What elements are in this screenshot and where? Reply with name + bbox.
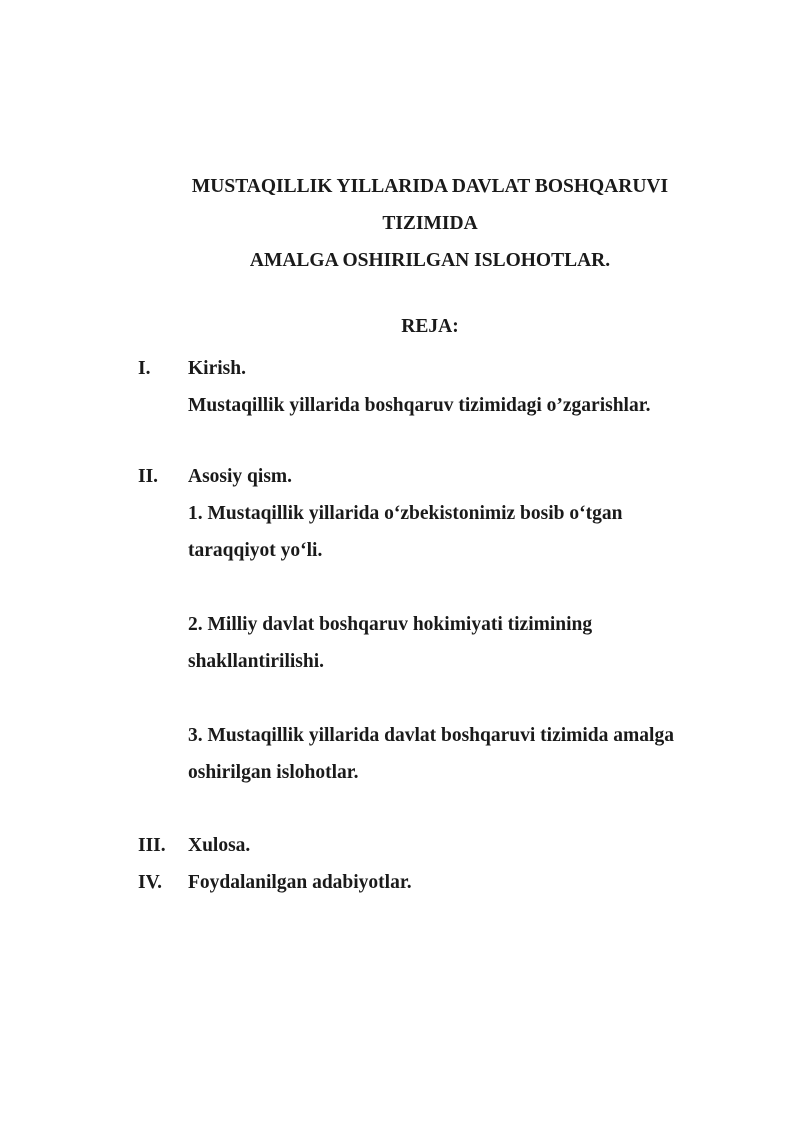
section-ii-item-1-line-2: taraqqiyot yo‘li. bbox=[188, 540, 323, 561]
section-iii-numeral: III. bbox=[138, 835, 166, 856]
section-ii-item-2 bbox=[188, 606, 748, 680]
section-ii-item-1 bbox=[188, 495, 748, 569]
section-ii-item-1-line-1: 1. Mustaqillik yillarida o‘zbekistonimiz bosib o‘tgan bbox=[188, 503, 623, 524]
section-ii-label: Asosiy qism. bbox=[188, 466, 293, 487]
plan-heading: REJA: bbox=[401, 316, 459, 337]
section-ii-item-3-line-2: oshirilgan islohotlar. bbox=[188, 762, 359, 783]
section-ii-item-3-line-1: 3. Mustaqillik yillarida davlat boshqaruvi tizimida amalga bbox=[188, 725, 674, 746]
section-ii-item-2-line-2: shakllantirilishi. bbox=[188, 651, 325, 672]
section-iv-label: Foydalanilgan adabiyotlar. bbox=[188, 872, 412, 893]
title-line-2: TIZIMIDA bbox=[382, 213, 478, 234]
section-iv-numeral: IV. bbox=[138, 872, 163, 893]
section-i-subtitle: Mustaqillik yillarida boshqaruv tizimidagi o’zgarishlar. bbox=[188, 395, 651, 416]
section-ii-numeral: II. bbox=[138, 466, 159, 487]
title-line-3: AMALGA OSHIRILGAN ISLOHOTLAR. bbox=[249, 250, 611, 271]
title-line-1: MUSTAQILLIK YILLARIDA DAVLAT BOSHQARUVI bbox=[191, 176, 669, 197]
section-i-label: Kirish. bbox=[188, 358, 246, 379]
section-ii-item-2-line-1: 2. Milliy davlat boshqaruv hokimiyati tizimining bbox=[188, 614, 593, 635]
section-i-numeral: I. bbox=[138, 358, 151, 379]
section-iii-label: Xulosa. bbox=[188, 835, 251, 856]
section-ii-item-3 bbox=[188, 717, 748, 791]
document-title bbox=[0, 168, 800, 279]
